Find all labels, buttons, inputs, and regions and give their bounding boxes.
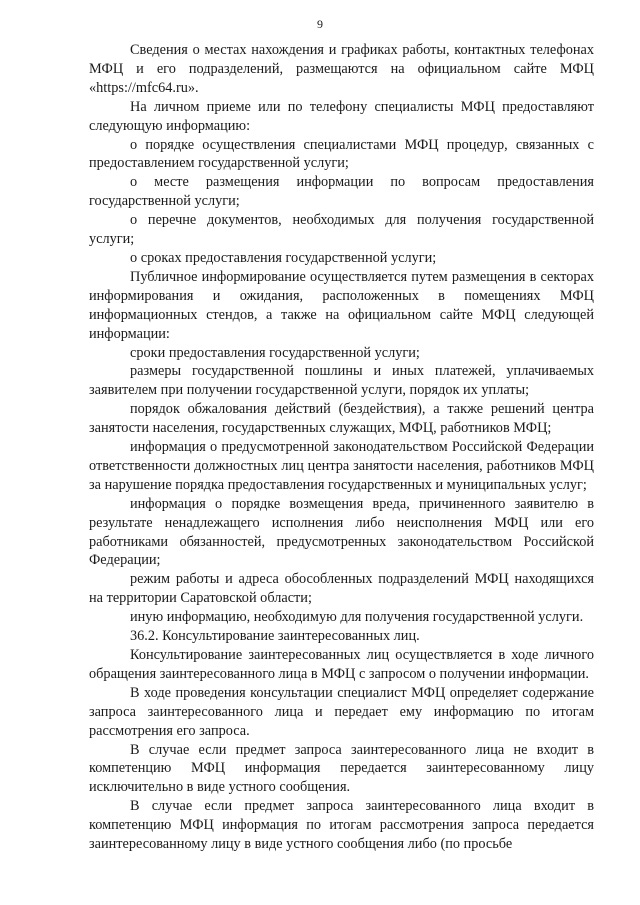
- paragraph: порядок обжалования действий (бездействия), а также решений центра занятости населения, государственных служащих, МФЦ, работников МФЦ;: [89, 401, 594, 437]
- paragraph: о порядке осуществления специалистами МФЦ процедур, связанных с предоставлением государственной услуги;: [89, 136, 594, 172]
- paragraph: В ходе проведения консультации специалист МФЦ определяет содержание запроса заинтересованного лица и передает ему информацию по итогам рассмотрения его запроса.: [89, 684, 594, 739]
- paragraph: о месте размещения информации по вопросам предоставления государственной услуги;: [89, 174, 594, 210]
- page-number: 9: [317, 17, 323, 31]
- paragraph: информация о порядке возмещения вреда, причиненного заявителю в результате ненадлежащего исполнения либо неисполнения МФЦ или его работниками обязанностей, предусмотренных законодательством Российской Федерации;: [89, 495, 594, 569]
- paragraph: о перечне документов, необходимых для получения государственной услуги;: [89, 212, 594, 248]
- paragraph: о сроках предоставления государственной услуги;: [130, 249, 437, 266]
- paragraph: размеры государственной пошлины и иных платежей, уплачиваемых заявителем при получении государственной услуги, порядок их уплаты;: [89, 363, 594, 399]
- section-heading: 36.2. Консультирование заинтересованных лиц.: [130, 628, 420, 645]
- paragraph: иную информацию, необходимую для получения государственной услуги.: [130, 609, 584, 626]
- paragraph: В случае если предмет запроса заинтересованного лица входит в компетенцию МФЦ информация по итогам рассмотрения запроса передается заинтересованному лицу в виде устного сообщения либо (по просьбе: [89, 798, 594, 853]
- paragraph: Сведения о местах нахождения и графиках работы, контактных телефонах МФЦ и его подразделений, размещаются на официальном сайте МФЦ «https://mfc64.ru».: [89, 42, 594, 96]
- paragraph: сроки предоставления государственной услуги;: [130, 344, 420, 361]
- paragraph: Консультирование заинтересованных лиц осуществляется в ходе личного обращения заинтересованного лица в МФЦ с запросом о получении информации.: [89, 647, 594, 682]
- paragraph: На личном приеме или по телефону специалисты МФЦ предоставляют следующую информацию:: [89, 98, 594, 134]
- paragraph: В случае если предмет запроса заинтересованного лица не входит в компетенцию МФЦ информация передается заинтересованному лицу исключительно в виде устного сообщения.: [89, 741, 594, 796]
- paragraph: режим работы и адреса обособленных подразделений МФЦ находящихся на территории Саратовской области;: [89, 571, 594, 607]
- document-body: [89, 41, 594, 854]
- paragraph: информация о предусмотренной законодательством Российской Федерации ответственности должностных лиц центра занятости населения, работников МФЦ за нарушение порядка предоставления государственных и муниципальных услуг;: [89, 439, 594, 493]
- paragraph: Публичное информирование осуществляется путем размещения в секторах информирования и ожидания, расположенных в помещениях МФЦ информационных стендов, а также на официальном сайте МФЦ следующей информации:: [89, 268, 594, 342]
